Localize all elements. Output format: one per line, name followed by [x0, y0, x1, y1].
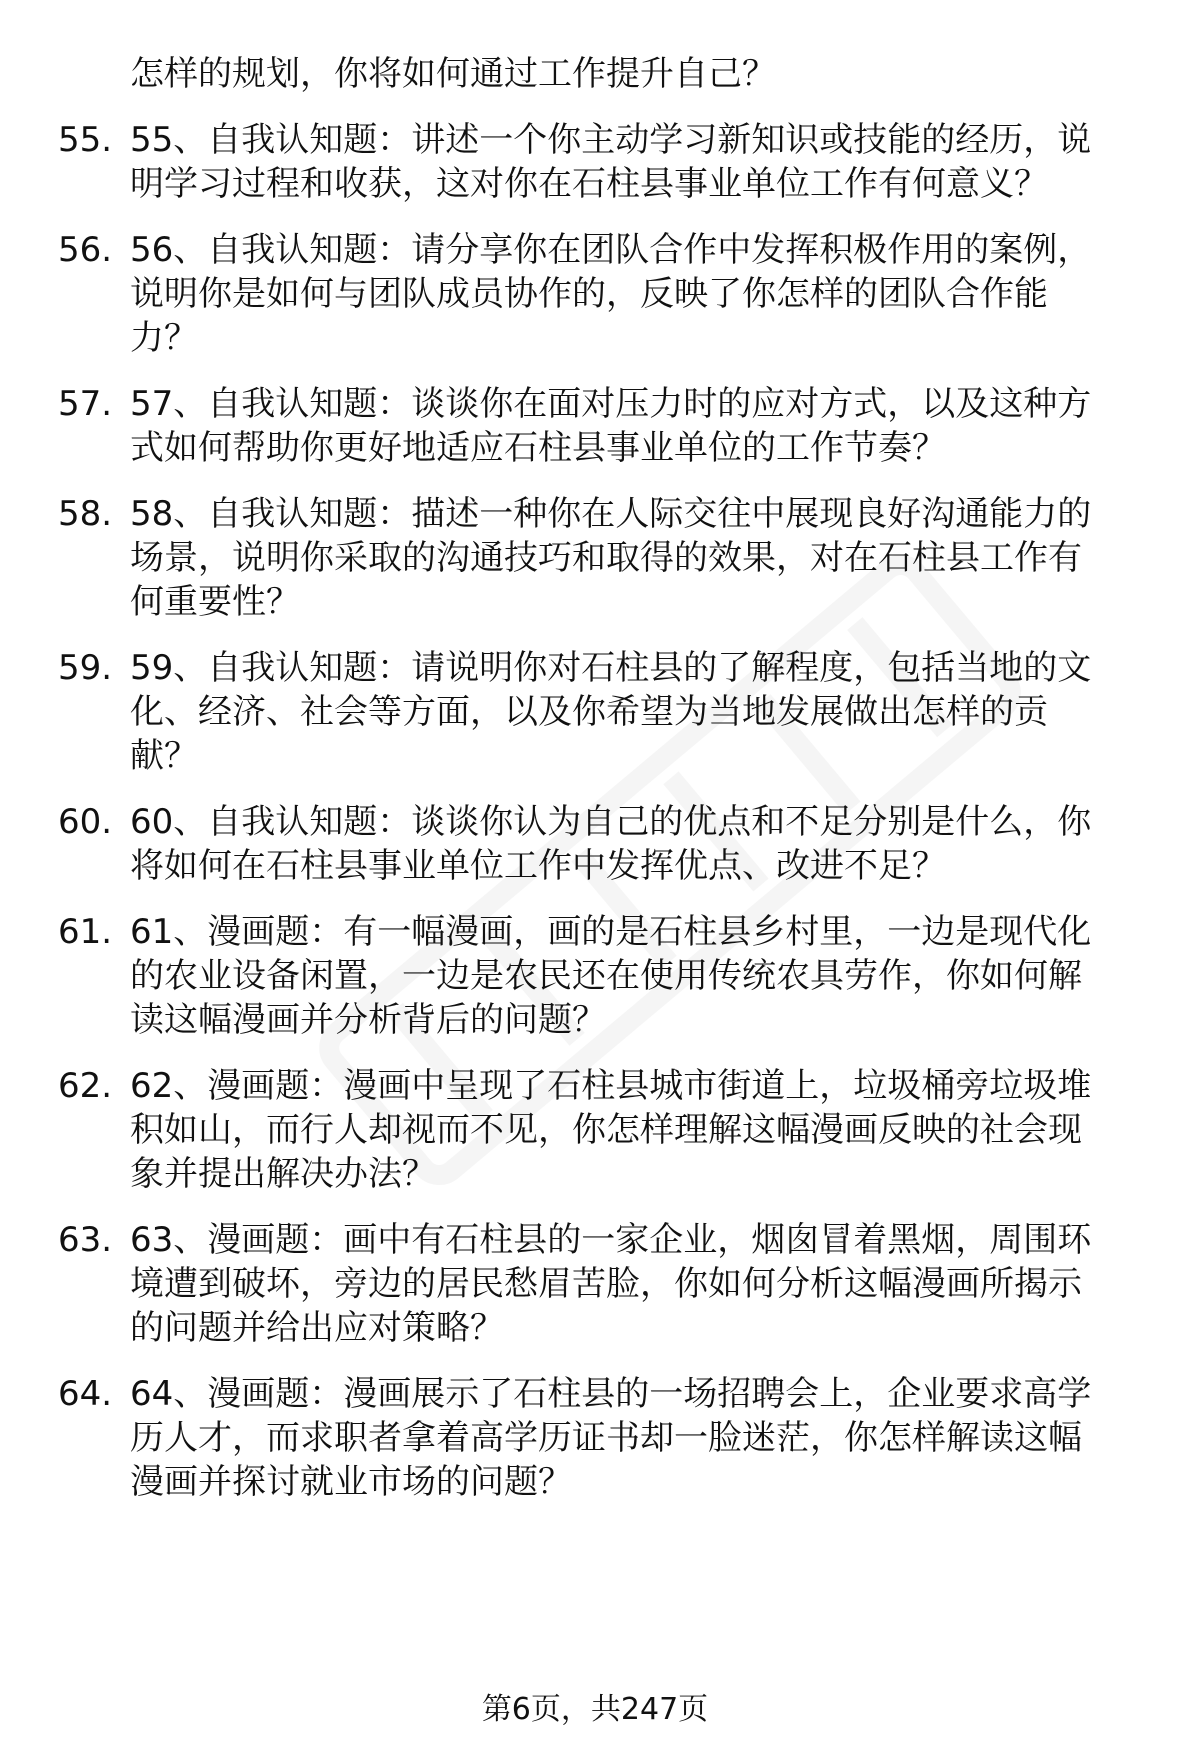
- question-text: [130, 228, 1140, 360]
- question-line: 何重要性？: [130, 582, 300, 622]
- continuation-line: 怎样的规划，你将如何通过工作提升自己？: [130, 54, 776, 94]
- question-number: 58.: [58, 494, 113, 534]
- question-text: [130, 118, 1140, 206]
- question-line: 场景，说明你采取的沟通技巧和取得的效果，对在石柱县工作有: [130, 538, 1082, 578]
- question-text: [130, 1064, 1140, 1196]
- question-line: 漫画并探讨就业市场的问题？: [130, 1462, 572, 1502]
- question-line: 积如山，而行人却视而不见，你怎样理解这幅漫画反映的社会现: [130, 1110, 1082, 1150]
- question-line: 55、自我认知题：讲述一个你主动学习新知识或技能的经历，说: [130, 120, 1092, 160]
- page-footer: 第6页，共247页: [481, 1692, 709, 1727]
- question-text: [130, 492, 1140, 624]
- question-line: 60、自我认知题：谈谈你认为自己的优点和不足分别是什么，你: [130, 802, 1092, 842]
- question-text: [130, 1218, 1140, 1350]
- question-number: 61.: [58, 912, 113, 952]
- question-number: 63.: [58, 1220, 113, 1260]
- question-line: 化、经济、社会等方面，以及你希望为当地发展做出怎样的贡: [130, 692, 1048, 732]
- question-line: 62、漫画题：漫画中呈现了石柱县城市街道上，垃圾桶旁垃圾堆: [130, 1066, 1092, 1106]
- question-line: 56、自我认知题：请分享你在团队合作中发挥积极作用的案例，: [130, 230, 1092, 270]
- question-number: 60.: [58, 802, 113, 842]
- question-line: 将如何在石柱县事业单位工作中发挥优点、改进不足？: [130, 846, 946, 886]
- question-line: 历人才，而求职者拿着高学历证书却一脸迷茫，你怎样解读这幅: [130, 1418, 1082, 1458]
- question-number: 55.: [58, 120, 113, 160]
- question-line: 境遭到破坏，旁边的居民愁眉苦脸，你如何分析这幅漫画所揭示: [130, 1264, 1082, 1304]
- question-line: 58、自我认知题：描述一种你在人际交往中展现良好沟通能力的: [130, 494, 1092, 534]
- question-text: [130, 1372, 1140, 1504]
- question-line: 64、漫画题：漫画展示了石柱县的一场招聘会上，企业要求高学: [130, 1374, 1092, 1414]
- question-line: 象并提出解决办法？: [130, 1154, 436, 1194]
- question-line: 献？: [130, 736, 198, 776]
- question-line: 力？: [130, 318, 198, 358]
- question-line: 明学习过程和收获，这对你在石柱县事业单位工作有何意义？: [130, 164, 1048, 204]
- question-line: 的农业设备闲置，一边是农民还在使用传统农具劳作，你如何解: [130, 956, 1082, 996]
- question-line: 61、漫画题：有一幅漫画，画的是石柱县乡村里，一边是现代化: [130, 912, 1092, 952]
- question-text: [130, 800, 1140, 888]
- question-number: 56.: [58, 230, 113, 270]
- question-line: 式如何帮助你更好地适应石柱县事业单位的工作节奏？: [130, 428, 946, 468]
- question-text: [130, 382, 1140, 470]
- question-number: 57.: [58, 384, 113, 424]
- question-line: 的问题并给出应对策略？: [130, 1308, 504, 1348]
- question-line: 59、自我认知题：请说明你对石柱县的了解程度，包括当地的文: [130, 648, 1092, 688]
- question-line: 63、漫画题：画中有石柱县的一家企业，烟囱冒着黑烟，周围环: [130, 1220, 1092, 1260]
- question-number: 64.: [58, 1374, 113, 1414]
- question-text: [130, 910, 1140, 1042]
- question-number: 62.: [58, 1066, 113, 1106]
- question-number: 59.: [58, 648, 113, 688]
- question-line: 说明你是如何与团队成员协作的，反映了你怎样的团队合作能: [130, 274, 1048, 314]
- question-line: 读这幅漫画并分析背后的问题？: [130, 1000, 606, 1040]
- question-text: [130, 646, 1140, 778]
- question-line: 57、自我认知题：谈谈你在面对压力时的应对方式，以及这种方: [130, 384, 1092, 424]
